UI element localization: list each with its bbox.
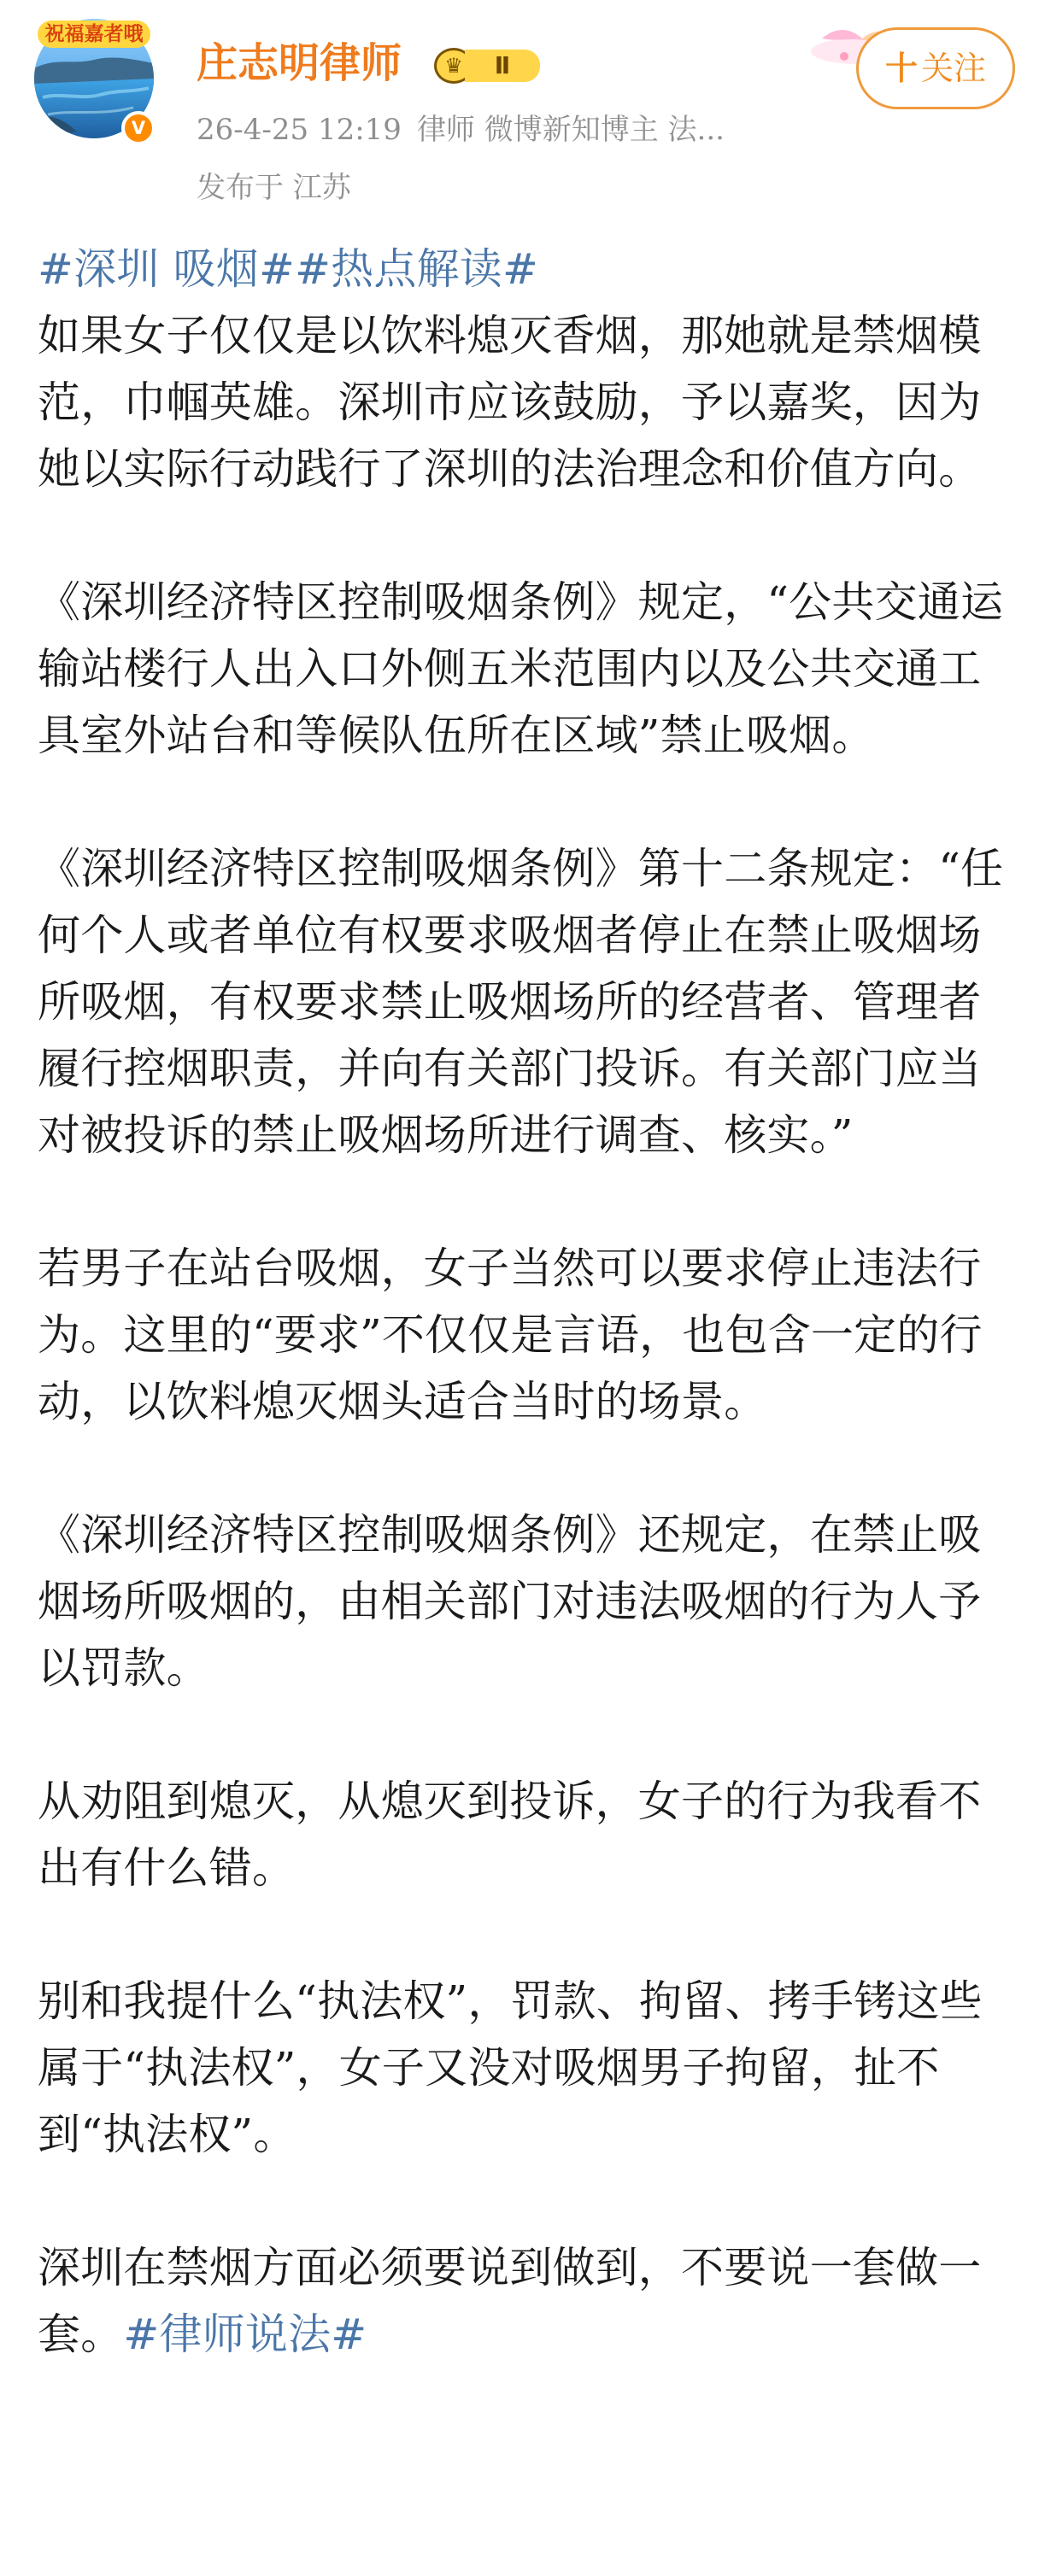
topic-hashtags[interactable]: #深圳 吸烟##热点解读# [38, 244, 539, 294]
post-paragraph-7: 别和我提什么“执法权”，罚款、拘留、拷手铐这些属于“执法权”，女子又没对吸烟男子拘留，扯不到“执法权”。 [38, 1976, 983, 2159]
post-body [38, 236, 1012, 2368]
post-header [0, 0, 1039, 205]
post-location: 发布于 江苏 [197, 171, 351, 205]
follow-label: 关注 [921, 50, 987, 87]
post-paragraph-4: 若男子在站台吸烟，女子当然可以要求停止违法行为。这里的“要求”不仅仅是言语，也包含一定的行动，以饮料熄灭烟头适合当时的场景。 [38, 1244, 983, 1426]
avatar-banner-text: 祝福嘉者哦 [38, 20, 150, 48]
author-name[interactable]: 庄志明律师 [197, 39, 402, 87]
post-time: 26-4-25 12:19 [197, 113, 402, 147]
paragraph-spacer [38, 1435, 1012, 1502]
follow-button[interactable] [856, 27, 1015, 109]
paragraph-spacer [38, 1901, 1012, 1968]
post-paragraph-8-text: 深圳在禁烟方面必须要说到做到，不要说一套做一套。 [38, 2243, 982, 2359]
crown-icon: ♛ [434, 48, 473, 84]
paragraph-spacer [38, 1701, 1012, 1768]
author-description: 律师 微博新知博主 法... [416, 113, 725, 147]
plus-icon: 十 [884, 50, 918, 87]
paragraph-spacer [38, 1168, 1012, 1235]
post-paragraph-2: 《深圳经济特区控制吸烟条例》规定，“公共交通运输站楼行人出入口外侧五米范围内以及公共交通工具室外站台和等候队伍所在区域”禁止吸烟。 [38, 577, 1004, 760]
author-avatar-area[interactable] [34, 19, 161, 147]
post-paragraph-6: 从劝阻到熄灭，从熄灭到投诉，女子的行为我看不出有什么错。 [38, 1777, 982, 1893]
post-paragraph-3: 《深圳经济特区控制吸烟条例》第十二条规定：“任何个人或者单位有权要求吸烟者停止在禁止吸烟场所吸烟，有权要求禁止吸烟场所的经营者、管理者履行控烟职责，并向有关部门投诉。有关部门应当对被投诉的禁止吸烟场所进行调查、核实。” [38, 844, 1004, 1160]
level-label: Ⅱ [465, 50, 540, 82]
post-meta [197, 111, 725, 149]
paragraph-spacer [38, 769, 1012, 835]
paragraph-spacer [38, 2168, 1012, 2234]
paragraph-spacer [38, 502, 1012, 569]
verified-icon: V [121, 111, 156, 145]
post-paragraph-5: 《深圳经济特区控制吸烟条例》还规定，在禁止吸烟场所吸烟的，由相关部门对违法吸烟的行为人予以罚款。 [38, 1510, 982, 1693]
creator-level-badge[interactable] [434, 48, 543, 84]
post-paragraph-8 [38, 2234, 1012, 2368]
post-paragraph-1: 如果女子仅仅是以饮料熄灭香烟，那她就是禁烟模范，巾帼英雄。深圳市应该鼓励，予以嘉奖，因为她以实际行动践行了深圳的法治理念和价值方向。 [38, 311, 982, 494]
final-topic-hashtag[interactable]: #律师说法# [123, 2310, 367, 2359]
